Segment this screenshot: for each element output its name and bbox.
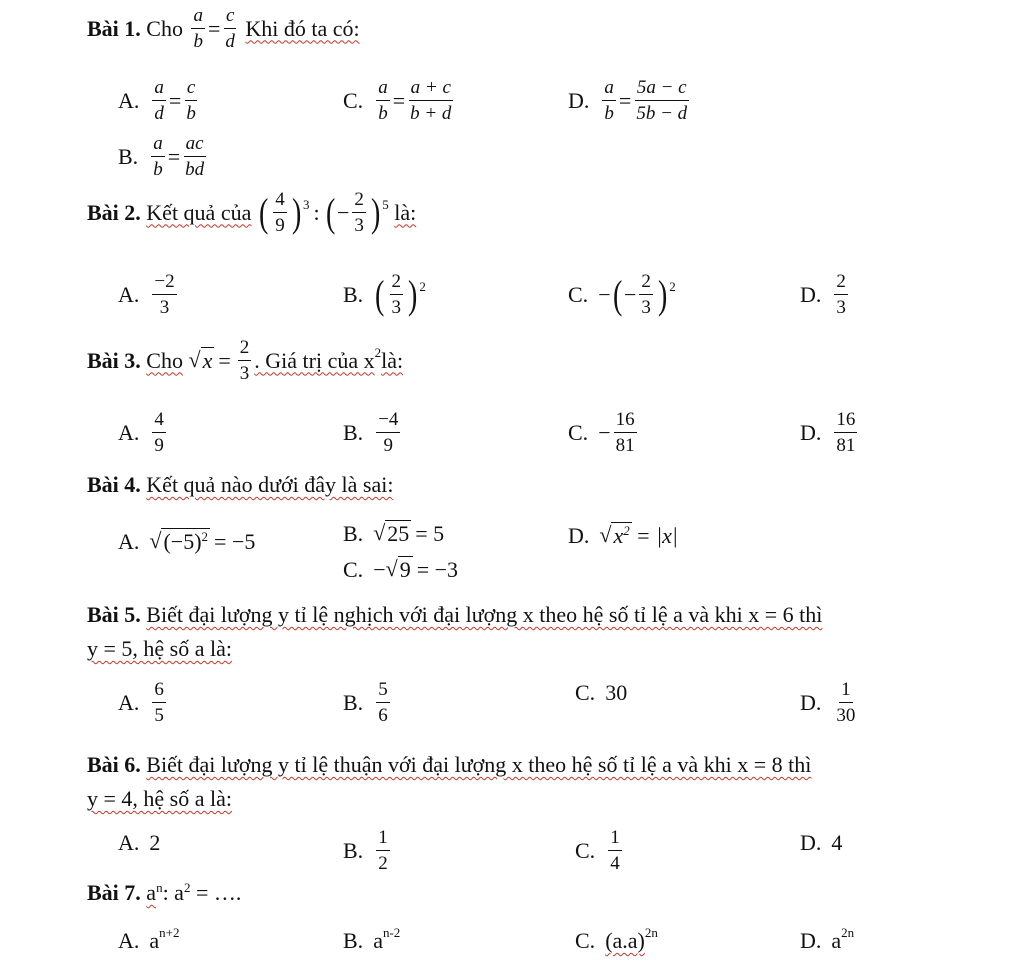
question-3-stem: Bài 3. Cho √ x = $\frac{2}{3}$ . Giá trị của x $^2$ là: xyxy=(87,337,404,384)
question-6-line1: Biết đại lượng y tỉ lệ thuận với đại lượng x theo hệ số tỉ lệ a và khi x = 8 thì xyxy=(146,752,812,777)
question-2-post: là: xyxy=(394,199,417,225)
q4-option-d[interactable]: D. √ $x^2$ = |x| xyxy=(568,522,678,548)
question-6-stem xyxy=(87,752,811,778)
question-1-frac-b: $\frac{c}{d}$ xyxy=(225,5,235,52)
q2-option-d[interactable]: D. $\frac{2}{3}$ xyxy=(800,271,846,318)
question-2-frac-2: $\frac{2}{3}$ xyxy=(354,189,364,236)
q3-option-c[interactable]: C. − $\frac{16}{81}$ xyxy=(568,409,635,456)
question-1-post: Khi đó ta có: xyxy=(245,15,360,41)
q6-option-d[interactable]: D. 4 xyxy=(800,830,843,855)
question-5-line1: Biết đại lượng y tỉ lệ nghịch với đại lượng x theo hệ số tỉ lệ a và khi x = 6 thì xyxy=(146,602,823,627)
q7-option-a[interactable]: A. a $^{n+2}$ xyxy=(118,925,180,953)
q6-option-a[interactable]: A. 2 xyxy=(118,830,161,855)
q5-option-c[interactable]: C. 30 xyxy=(575,680,628,705)
question-7-stem: Bài 7. $a^n$: $a^2$ = …. xyxy=(87,880,242,905)
q1-option-a[interactable]: A. $\frac{a}{d}$ = $\frac{c}{b}$ xyxy=(118,77,196,124)
q3-option-d[interactable]: D. $\frac{16}{81}$ xyxy=(800,409,856,456)
q5-option-d[interactable]: D. $\frac{1}{30}$ xyxy=(800,679,856,726)
q1-option-d[interactable]: D. $\frac{a}{b}$ = $\frac{5a - c}{5b - d}$ xyxy=(568,77,688,124)
q6-option-b[interactable]: B. $\frac{1}{2}$ xyxy=(343,827,388,874)
q1-option-c[interactable]: C. $\frac{a}{b}$ = $\frac{a + c}{b + d}$ xyxy=(343,77,452,124)
question-2-stem: Bài 2. Kết quả của ( $\frac{4}{9}$ ) $^3$ : ( − $\frac{2}{3}$ ) $^5$ là: xyxy=(87,189,417,236)
q4-option-b[interactable]: B. √ 25 = 5 xyxy=(343,520,445,546)
question-3-label: Bài 3. xyxy=(87,347,141,373)
q7-option-b[interactable]: B. a $^{n-2}$ xyxy=(343,925,401,953)
question-6-label: Bài 6. xyxy=(87,752,141,777)
q7-option-d[interactable]: D. a $^{2n}$ xyxy=(800,925,855,953)
question-1-eq: = xyxy=(207,15,221,41)
q1-option-b[interactable]: B. $\frac{a}{b}$ = $\frac{ac}{bd}$ xyxy=(118,133,205,180)
question-2-pre: Kết quả của xyxy=(146,199,252,225)
q3-option-a[interactable]: A. $\frac{4}{9}$ xyxy=(118,409,164,456)
question-1-stem xyxy=(87,6,360,51)
question-1-pre: Cho xyxy=(146,15,183,41)
q5-option-a[interactable]: A. $\frac{6}{5}$ xyxy=(118,679,164,726)
q2-option-b[interactable]: B. ( $\frac{2}{3}$ ) $^2$ xyxy=(343,271,426,318)
question-3-sqrt: √ x xyxy=(188,347,213,373)
q7-option-c[interactable]: C. (a.a) $^{2n}$ xyxy=(575,925,658,953)
question-2-frac-1: $\frac{4}{9}$ xyxy=(275,189,285,236)
question-1-label: Bài 1. xyxy=(87,15,141,41)
q2-option-c[interactable]: C. − ( − $\frac{2}{3}$ ) $^2$ xyxy=(568,271,676,318)
q4-option-c[interactable]: C. − √ 9 = −3 xyxy=(343,556,459,582)
q4-option-a[interactable]: A. √ $(-5)^2$ = −5 xyxy=(118,528,256,554)
q6-option-c[interactable]: C. $\frac{1}{4}$ xyxy=(575,827,620,874)
question-2-label: Bài 2. xyxy=(87,199,141,225)
question-5-label: Bài 5. xyxy=(87,602,141,627)
q2-option-a[interactable]: A. $\frac{-2}{3}$ xyxy=(118,271,175,318)
question-7-label: Bài 7. xyxy=(87,880,141,905)
question-6-line2: y = 4, hệ số a là: xyxy=(87,786,232,811)
q5-option-b[interactable]: B. $\frac{5}{6}$ xyxy=(343,679,388,726)
question-4-text: Kết quả nào dưới đây là sai: xyxy=(146,472,394,497)
question-1-frac-a: $\frac{a}{b}$ xyxy=(193,5,203,52)
question-5-stem xyxy=(87,602,822,628)
question-4-label: Bài 4. xyxy=(87,472,141,497)
question-4-stem xyxy=(87,472,393,498)
q3-option-b[interactable]: B. $\frac{-4}{9}$ xyxy=(343,409,399,456)
question-5-line2: y = 5, hệ số a là: xyxy=(87,636,232,661)
question-3-pre: Cho xyxy=(146,347,183,373)
